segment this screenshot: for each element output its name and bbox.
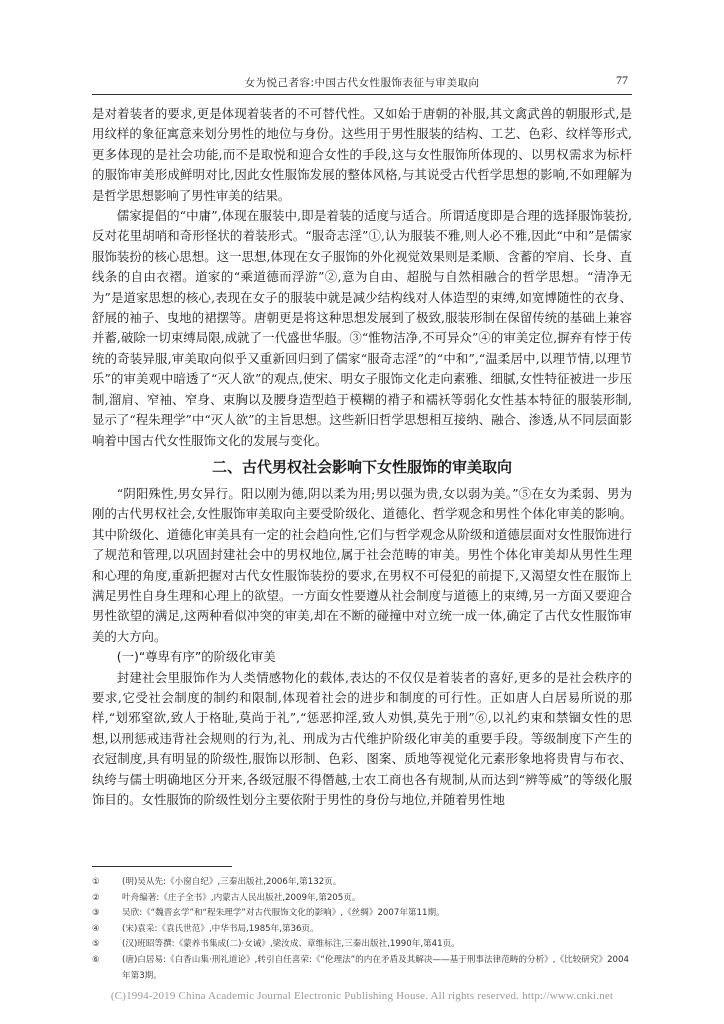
subsection-heading: (一)“尊卑有序”的阶级化审美 (116, 649, 276, 665)
paragraph: 儒家提倡的“中庸”,体现在服装中,即是着装的适度与适合。所谓适度即是合理的选择服饰装扮,反对花里胡哨和奇形怪状的着装形式。“服奇志淫”①,认为服装不雅,则人必不雅,因此“中和”是儒家服饰装扮的核心思想。这一思想,体现在女子服饰的外化视觉效果则是柔顺、含蓄的窄肩、长身、直线条的自由衣褶。道家的“乘道德而浮游”②,意为自由、超脱与自然相融合的哲学思想。“清净无为”是道家思想的核心,表现在女子的服装中就是减少结构线对人体造型的束缚,如宽博随性的衣身、舒展的袖子、曳地的裙摆等。唐朝更是将这种思想发展到了极致,服装形制在保留传统的基础上兼容并蓄,破除一切束缚局限,成就了一代盛世华服。③“惟物洁净,不可异众”④的审美定位,摒弃有悖于传统的奇装异服,审美取向似乎又重新回归到了儒家“服奇志淫”的“中和”,“温柔居中,以理节情,以理节乐”的审美观中暗透了“灭人欲”的观点,使宋、明女子服饰文化走向素雅、细腻,女性特征被进一步压制,溜肩、窄袖、窄身、束胸以及腰身造型趋于模糊的褙子和襦袄等弱化女性基本特征的服装形制,显示了“程朱理学”中“灭人欲”的主旨思想。这些新旧哲学思想相互接纳、融合、渗透,从不同层面影响着中国古代女性服饰文化的发展与变化。 (92, 208, 632, 448)
running-header (92, 72, 632, 95)
section-heading: 二、古代男权社会影响下女性服饰的审美取向 (211, 457, 512, 476)
footnote-mark: ⑤ (92, 939, 100, 950)
article-body (92, 104, 632, 810)
paragraph: 是对着装者的要求,更是体现着装者的不可替代性。又如始于唐朝的补服,其文禽武兽的朝服形式,是用纹样的象征寓意来划分男性的地位与身份。这些用于男性服装的结构、工艺、色彩、纹样等形式,更多体现的是社会功能,而不是取悦和迎合女性的手段,这与女性服饰所体现的、以男权需求为标杆的服饰审美形成鲜明对比,因此女性服饰发展的整体风格,与其说受古代哲学思想的影响,不如理解为是哲学思想影响了男性审美的结果。 (92, 106, 632, 203)
footnote-text: 叶舟编著:《庄子全书》,内蒙古人民出版社,2009年,第205页。 (122, 892, 361, 903)
running-title: 女为悦己者容:中国古代女性服饰表征与审美取向 (244, 77, 480, 89)
footnote-text: (唐)白居易:《白香山集·刑礼道论》,转引自任喜荣:《“伦理法”的内在矛盾及其解决——基于刑事法律范畴的分析》,《比较研究》2004年第3期。 (122, 954, 629, 981)
footnote-text: (宋)袁采:《袁氏世范》,中华书局,1985年,第36页。 (122, 923, 319, 934)
footnote-text: 吴欣:《“魏晋玄学”和“程朱理学”对古代服饰文化的影响》,《丝绸》2007年第11期。 (122, 908, 445, 919)
copyright-notice: (C)1994-2019 China Academic Journal Electronic Publishing House. All rights reserved. http://www.cnki.net (110, 990, 614, 1002)
footnote (92, 937, 632, 953)
footnote-divider (92, 866, 232, 867)
footnote (92, 891, 632, 907)
paragraph: “阴阳殊性,男女异行。阳以刚为德,阴以柔为用;男以强为贵,女以弱为美。”⑤在女为柔弱、男为刚的古代男权社会,女性服饰审美取向主要受阶级化、道德化、哲学观念和男性个体化审美的影响。其中阶级化、道德化审美具有一定的社会趋向性,它们与哲学观念从阶级和道德层面对女性服饰进行了规范和管理,以巩固封建社会中的男权地位,属于社会范畴的审美。男性个体化审美却从男性生理和心理的角度,重新把握对古代女性服饰装扮的要求,在男权不可侵犯的前提下,又渴望女性在服饰上满足男性自身生理和心理上的欲望。一方面女性要遵从社会制度与道德上的束缚,另一方面又要迎合男性欲望的满足,这两种看似冲突的审美,却在不断的碰撞中对立统一成一体,确定了古代女性服饰审美的大方向。 (92, 485, 632, 644)
page-number: 77 (616, 73, 628, 87)
footnote-text: (汉)班昭等撰:《蒙养书集成(二)·女诫》,梁汝成、章维标注,三秦出版社,1990年,第41页。 (122, 939, 460, 950)
footnotes (92, 866, 632, 984)
footnote-mark: ③ (92, 908, 100, 919)
footnote-mark: ④ (92, 923, 100, 934)
footnote-text: (明)吴从先:《小窗自纪》,三秦出版社,2006年,第132页。 (122, 877, 342, 887)
footnote (92, 922, 632, 938)
footnote (92, 953, 632, 984)
paragraph: 封建社会里服饰作为人类情感物化的载体,表达的不仅仅是着装者的喜好,更多的是社会秩序的要求,它受社会制度的制约和限制,体现着社会的进步和制度的可行性。正如唐人白居易所说的那样,“划邪窒欲,致人于格耻,莫尚于礼”,“惩恶抑淫,致人劝惧,莫先于刑”⑥,以礼约束和禁锢女性的思想,以刑惩戒违背社会规则的行为,礼、刑成为古代维护阶级化审美的重要手段。等级制度下产生的衣冠制度,具有明显的阶级性,服饰以形制、色彩、图案、质地等视觉化元素形象地将贵胄与布衣、纨绔与儒士明确地区分开来,各级冠服不得僭越,士农工商也各有规制,从而达到“辨等威”的等级化服饰目的。女性服饰的阶级性划分主要依附于男性的身份与地位,并随着男性地 (92, 669, 632, 807)
footnote (92, 906, 632, 922)
footnote-mark: ② (92, 892, 100, 903)
footnote-mark: ⑥ (92, 954, 100, 965)
footnote-mark: ① (92, 877, 100, 887)
footnote (92, 875, 632, 891)
